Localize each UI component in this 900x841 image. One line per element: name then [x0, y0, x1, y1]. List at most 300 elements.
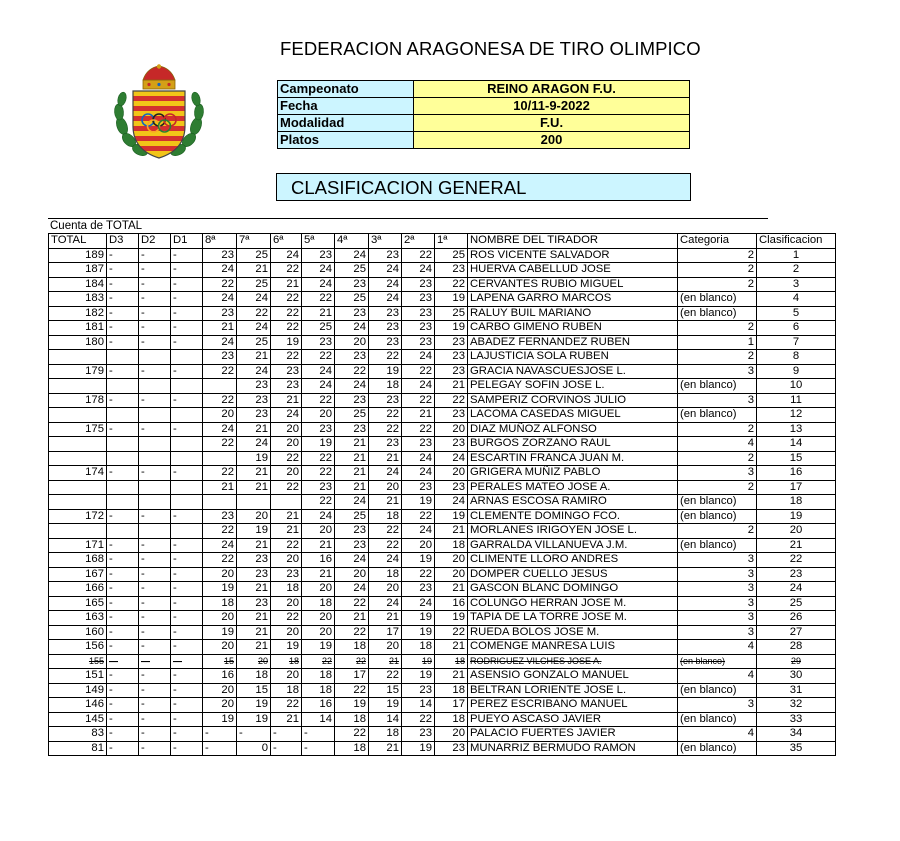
cell-s3: 18: [369, 509, 402, 524]
cell-s3: 24: [369, 292, 402, 307]
cell-total: 168: [49, 553, 107, 568]
cell-s7: 19: [237, 451, 271, 466]
cell-name: CLIMENTE LLORO ANDRES: [468, 553, 678, 568]
cell-s2: 24: [402, 596, 435, 611]
cell-d1: -: [171, 263, 203, 278]
cell-s7: 24: [237, 437, 271, 452]
table-row: [49, 263, 836, 278]
cell-cat: 2: [678, 321, 757, 336]
cell-s1: 18: [435, 683, 468, 698]
cell-s6: 18: [271, 582, 302, 597]
cell-s7: 21: [237, 466, 271, 481]
cell-total: 149: [49, 683, 107, 698]
cell-clas: 1: [757, 248, 836, 263]
cell-s1: 23: [435, 437, 468, 452]
cell-name: HUERVA CABELLUD JOSE: [468, 263, 678, 278]
cell-s8: -: [203, 727, 237, 742]
cell-d2: [139, 408, 171, 423]
cell-s4: 21: [335, 480, 369, 495]
cell-s3: 24: [369, 277, 402, 292]
table-body: [49, 248, 836, 756]
info-row-platos: [278, 132, 690, 149]
cell-cat: (en blanco): [678, 509, 757, 524]
cell-s4: 24: [335, 582, 369, 597]
cell-s4: 18: [335, 712, 369, 727]
cell-clas: 5: [757, 306, 836, 321]
cell-s1: 22: [435, 277, 468, 292]
cell-d1: —: [171, 654, 203, 669]
cell-s2: 19: [402, 495, 435, 510]
cell-d2: -: [139, 683, 171, 698]
cell-s7: 21: [237, 640, 271, 655]
table-row: [49, 741, 836, 756]
cell-s7: 24: [237, 321, 271, 336]
cell-s8: 20: [203, 567, 237, 582]
cell-s3: 22: [369, 350, 402, 365]
cell-s4: 25: [335, 408, 369, 423]
cell-d3: -: [107, 640, 139, 655]
cell-s4: 21: [335, 466, 369, 481]
cell-s8: 21: [203, 321, 237, 336]
cell-name: CLEMENTE DOMINGO FCO.: [468, 509, 678, 524]
cell-cat: 3: [678, 364, 757, 379]
cell-d3: -: [107, 567, 139, 582]
cell-clas: 8: [757, 350, 836, 365]
cell-s6: 21: [271, 277, 302, 292]
cell-s5: 23: [302, 422, 335, 437]
cell-s6: 22: [271, 321, 302, 336]
column-header: Categoria: [678, 234, 757, 249]
cell-name: RODRIGUEZ VILCHES JOSE A.: [468, 654, 678, 669]
cell-s4: 20: [335, 335, 369, 350]
column-header: D1: [171, 234, 203, 249]
cell-name: PUEYO ASCASO JAVIER: [468, 712, 678, 727]
cell-s3: 18: [369, 567, 402, 582]
cell-s7: 21: [237, 480, 271, 495]
event-info-table: [277, 80, 690, 149]
cell-d2: -: [139, 538, 171, 553]
cell-s5: 22: [302, 451, 335, 466]
cell-s8: 22: [203, 466, 237, 481]
cell-s1: 22: [435, 393, 468, 408]
cell-total: 163: [49, 611, 107, 626]
cell-s8: 24: [203, 263, 237, 278]
cell-s1: 23: [435, 335, 468, 350]
cell-d3: -: [107, 669, 139, 684]
cell-d3: -: [107, 596, 139, 611]
cell-s1: 19: [435, 321, 468, 336]
cell-s2: 23: [402, 683, 435, 698]
cell-cat: 2: [678, 422, 757, 437]
cell-clas: 11: [757, 393, 836, 408]
cell-d1: -: [171, 306, 203, 321]
cell-s2: 22: [402, 712, 435, 727]
cell-s7: 25: [237, 335, 271, 350]
cell-s4: 23: [335, 524, 369, 539]
cell-d2: [139, 350, 171, 365]
cell-s7: 23: [237, 393, 271, 408]
cell-s6: 23: [271, 379, 302, 394]
cell-s6: 19: [271, 335, 302, 350]
cell-clas: 17: [757, 480, 836, 495]
cell-s8: [203, 451, 237, 466]
table-row: [49, 480, 836, 495]
cell-total: 189: [49, 248, 107, 263]
cell-name: GASCON BLANC DOMINGO: [468, 582, 678, 597]
cell-d3: [107, 437, 139, 452]
cell-d3: -: [107, 466, 139, 481]
cell-cat: (en blanco): [678, 379, 757, 394]
cell-d1: [171, 408, 203, 423]
cell-s8: 23: [203, 306, 237, 321]
cell-d2: —: [139, 654, 171, 669]
column-header: 3ª: [369, 234, 402, 249]
cell-cat: 3: [678, 596, 757, 611]
cell-s5: 22: [302, 350, 335, 365]
cell-total: [49, 451, 107, 466]
cell-s3: 15: [369, 683, 402, 698]
cell-s4: 24: [335, 248, 369, 263]
cell-clas: 30: [757, 669, 836, 684]
table-row: [49, 596, 836, 611]
cell-total: [49, 480, 107, 495]
cell-s3: 14: [369, 712, 402, 727]
info-label: Platos: [278, 132, 414, 149]
cell-s5: 20: [302, 408, 335, 423]
cell-s5: 23: [302, 335, 335, 350]
cell-s5: 20: [302, 582, 335, 597]
cell-clas: 23: [757, 567, 836, 582]
cell-s4: 21: [335, 611, 369, 626]
cell-s2: 19: [402, 553, 435, 568]
cell-d2: -: [139, 277, 171, 292]
cell-s1: 24: [435, 451, 468, 466]
cell-s2: 24: [402, 379, 435, 394]
cell-total: [49, 437, 107, 452]
cell-d1: [171, 437, 203, 452]
cell-s5: 16: [302, 698, 335, 713]
cell-d3: -: [107, 248, 139, 263]
table-row: [49, 553, 836, 568]
cell-total: 187: [49, 263, 107, 278]
cell-s4: 22: [335, 683, 369, 698]
cell-clas: 13: [757, 422, 836, 437]
cell-cat: (en blanco): [678, 408, 757, 423]
cell-s5: 22: [302, 495, 335, 510]
cell-s6: 21: [271, 712, 302, 727]
cell-d2: -: [139, 321, 171, 336]
cell-d1: [171, 495, 203, 510]
cell-total: 83: [49, 727, 107, 742]
cell-d1: [171, 480, 203, 495]
info-row-modalidad: [278, 115, 690, 132]
cell-s7: 24: [237, 364, 271, 379]
cell-total: 184: [49, 277, 107, 292]
cell-d1: -: [171, 582, 203, 597]
cell-total: 172: [49, 509, 107, 524]
cell-d3: -: [107, 321, 139, 336]
cell-s4: 22: [335, 625, 369, 640]
table-row: [49, 683, 836, 698]
cell-s1: 23: [435, 364, 468, 379]
cell-s2: 20: [402, 538, 435, 553]
cell-s5: 16: [302, 553, 335, 568]
cell-s7: 22: [237, 306, 271, 321]
cell-s5: 14: [302, 712, 335, 727]
cell-total: 174: [49, 466, 107, 481]
cell-clas: 3: [757, 277, 836, 292]
cell-s5: 22: [302, 654, 335, 669]
info-label: Fecha: [278, 98, 414, 115]
column-header: D3: [107, 234, 139, 249]
cell-s2: 22: [402, 422, 435, 437]
table-row: [49, 654, 836, 669]
cell-s1: 20: [435, 422, 468, 437]
column-header: Clasificacion: [757, 234, 836, 249]
cell-s5: 18: [302, 683, 335, 698]
cell-name: ARNAS ESCOSA RAMIRO: [468, 495, 678, 510]
cell-d3: -: [107, 698, 139, 713]
cell-total: [49, 524, 107, 539]
column-header: 1ª: [435, 234, 468, 249]
cell-s4: 24: [335, 321, 369, 336]
cell-d1: -: [171, 741, 203, 756]
cell-s1: 20: [435, 466, 468, 481]
cell-d2: -: [139, 393, 171, 408]
cell-total: 151: [49, 669, 107, 684]
cell-s8: 22: [203, 393, 237, 408]
cell-clas: 22: [757, 553, 836, 568]
table-row: [49, 611, 836, 626]
cell-s6: 22: [271, 451, 302, 466]
cell-name: PERALES MATEO JOSE A.: [468, 480, 678, 495]
cell-d2: -: [139, 335, 171, 350]
cell-s3: 21: [369, 451, 402, 466]
cell-s5: 24: [302, 263, 335, 278]
table-row: [49, 669, 836, 684]
cell-s6: 20: [271, 625, 302, 640]
cell-s8: 23: [203, 248, 237, 263]
info-row-campeonato: [278, 81, 690, 98]
cell-d2: -: [139, 567, 171, 582]
cell-d3: -: [107, 509, 139, 524]
cell-d1: -: [171, 321, 203, 336]
cell-s2: 22: [402, 567, 435, 582]
cell-cat: 4: [678, 669, 757, 684]
cell-name: RALUY BUIL MARIANO: [468, 306, 678, 321]
cell-s8: 22: [203, 364, 237, 379]
cell-s1: 20: [435, 567, 468, 582]
cell-s1: 19: [435, 292, 468, 307]
cell-d3: -: [107, 582, 139, 597]
cell-d2: -: [139, 669, 171, 684]
cell-s3: 24: [369, 466, 402, 481]
cell-s2: 23: [402, 582, 435, 597]
cell-d3: -: [107, 335, 139, 350]
cell-d2: -: [139, 712, 171, 727]
cell-name: DOMPER CUELLO JESUS: [468, 567, 678, 582]
table-row: [49, 350, 836, 365]
cell-clas: 4: [757, 292, 836, 307]
cell-s5: 22: [302, 393, 335, 408]
cell-s6: 20: [271, 437, 302, 452]
cell-s7: 18: [237, 669, 271, 684]
cell-s6: 20: [271, 596, 302, 611]
cell-cat: (en blanco): [678, 306, 757, 321]
cell-s1: 23: [435, 741, 468, 756]
cell-d3: -: [107, 611, 139, 626]
cell-s5: 22: [302, 466, 335, 481]
cell-clas: 19: [757, 509, 836, 524]
cell-s8: 24: [203, 335, 237, 350]
cell-s6: -: [271, 727, 302, 742]
results-table: [48, 233, 836, 756]
cell-name: CERVANTES RUBIO MIGUEL: [468, 277, 678, 292]
cell-name: CARBO GIMENO RUBEN: [468, 321, 678, 336]
cell-s2: 23: [402, 335, 435, 350]
cell-s7: 25: [237, 277, 271, 292]
cell-s8: 19: [203, 625, 237, 640]
cell-s8: 19: [203, 582, 237, 597]
cell-s5: 23: [302, 248, 335, 263]
column-header: NOMBRE DEL TIRADOR: [468, 234, 678, 249]
cell-s4: 18: [335, 741, 369, 756]
cell-s5: 24: [302, 364, 335, 379]
cell-clas: 9: [757, 364, 836, 379]
cell-clas: 12: [757, 408, 836, 423]
cell-s5: -: [302, 741, 335, 756]
cell-d3: -: [107, 683, 139, 698]
cell-name: PELEGAY SOFIN JOSE L.: [468, 379, 678, 394]
cell-s8: 20: [203, 683, 237, 698]
cell-cat: 3: [678, 466, 757, 481]
cell-s8: 15: [203, 654, 237, 669]
cell-s6: 22: [271, 292, 302, 307]
cell-name: PEREZ ESCRIBANO MANUEL: [468, 698, 678, 713]
cell-cat: 2: [678, 277, 757, 292]
cell-s5: 25: [302, 321, 335, 336]
cell-s2: 19: [402, 669, 435, 684]
cell-s2: 24: [402, 466, 435, 481]
cell-total: 146: [49, 698, 107, 713]
cell-d2: -: [139, 582, 171, 597]
cell-d1: -: [171, 292, 203, 307]
cell-s4: 22: [335, 727, 369, 742]
cell-name: LAJUSTICIA SOLA RUBEN: [468, 350, 678, 365]
cell-s5: -: [302, 727, 335, 742]
cell-s8: 22: [203, 524, 237, 539]
cell-cat: (en blanco): [678, 538, 757, 553]
cell-clas: 31: [757, 683, 836, 698]
cell-s8: 20: [203, 698, 237, 713]
cell-s2: 23: [402, 727, 435, 742]
column-header: 6ª: [271, 234, 302, 249]
cell-cat: 2: [678, 350, 757, 365]
cell-d1: -: [171, 509, 203, 524]
cell-s1: 23: [435, 350, 468, 365]
cell-name: ESCARTIN FRANCA JUAN M.: [468, 451, 678, 466]
cell-d2: -: [139, 698, 171, 713]
cell-s7: 23: [237, 379, 271, 394]
cell-total: 166: [49, 582, 107, 597]
cell-d2: -: [139, 596, 171, 611]
cell-s5: 19: [302, 640, 335, 655]
cell-d1: [171, 524, 203, 539]
cell-s4: 22: [335, 596, 369, 611]
cell-name: DIAZ MUÑOZ ALFONSO: [468, 422, 678, 437]
cell-s1: 21: [435, 640, 468, 655]
cell-d3: —: [107, 654, 139, 669]
cell-d3: -: [107, 364, 139, 379]
cell-s2: 14: [402, 698, 435, 713]
cell-s7: 21: [237, 263, 271, 278]
cell-s1: 21: [435, 524, 468, 539]
cell-s7: 21: [237, 625, 271, 640]
cell-s1: 18: [435, 712, 468, 727]
cell-name: COLUNGO HERRAN JOSE M.: [468, 596, 678, 611]
table-row: [49, 335, 836, 350]
cell-s8: 24: [203, 292, 237, 307]
cell-s6: 23: [271, 364, 302, 379]
cell-s7: 20: [237, 509, 271, 524]
cell-s7: 23: [237, 567, 271, 582]
cell-s3: 22: [369, 669, 402, 684]
info-row-fecha: [278, 98, 690, 115]
cell-d1: [171, 451, 203, 466]
cell-total: 156: [49, 640, 107, 655]
info-label: Modalidad: [278, 115, 414, 132]
page-title: FEDERACION ARAGONESA DE TIRO OLIMPICO: [280, 38, 701, 59]
cell-s4: 20: [335, 567, 369, 582]
cell-s6: 18: [271, 654, 302, 669]
cell-clas: 7: [757, 335, 836, 350]
cell-total: 179: [49, 364, 107, 379]
cell-s2: 23: [402, 437, 435, 452]
column-header: 4ª: [335, 234, 369, 249]
column-header: TOTAL: [49, 234, 107, 249]
table-row: [49, 466, 836, 481]
cell-s5: 24: [302, 277, 335, 292]
cell-d1: -: [171, 335, 203, 350]
cell-d1: -: [171, 625, 203, 640]
cell-name: COMENGE MANRESA LUIS: [468, 640, 678, 655]
cell-s2: 24: [402, 524, 435, 539]
table-row: [49, 567, 836, 582]
cell-s6: 22: [271, 263, 302, 278]
cell-total: [49, 495, 107, 510]
cell-s3: 21: [369, 654, 402, 669]
cell-cat: 3: [678, 393, 757, 408]
cell-s1: 21: [435, 669, 468, 684]
cell-name: ROS VICENTE SALVADOR: [468, 248, 678, 263]
cell-d1: -: [171, 669, 203, 684]
cell-s4: 23: [335, 277, 369, 292]
cell-d1: -: [171, 422, 203, 437]
cell-s1: 17: [435, 698, 468, 713]
cell-s1: 19: [435, 509, 468, 524]
cell-cat: 2: [678, 263, 757, 278]
cell-s7: 23: [237, 596, 271, 611]
cell-d1: [171, 379, 203, 394]
cell-s4: 21: [335, 451, 369, 466]
cell-s2: 22: [402, 364, 435, 379]
cell-s8: 20: [203, 611, 237, 626]
cell-s6: 20: [271, 553, 302, 568]
cell-d3: -: [107, 422, 139, 437]
cell-total: 81: [49, 741, 107, 756]
cell-d2: [139, 495, 171, 510]
cell-d2: -: [139, 625, 171, 640]
